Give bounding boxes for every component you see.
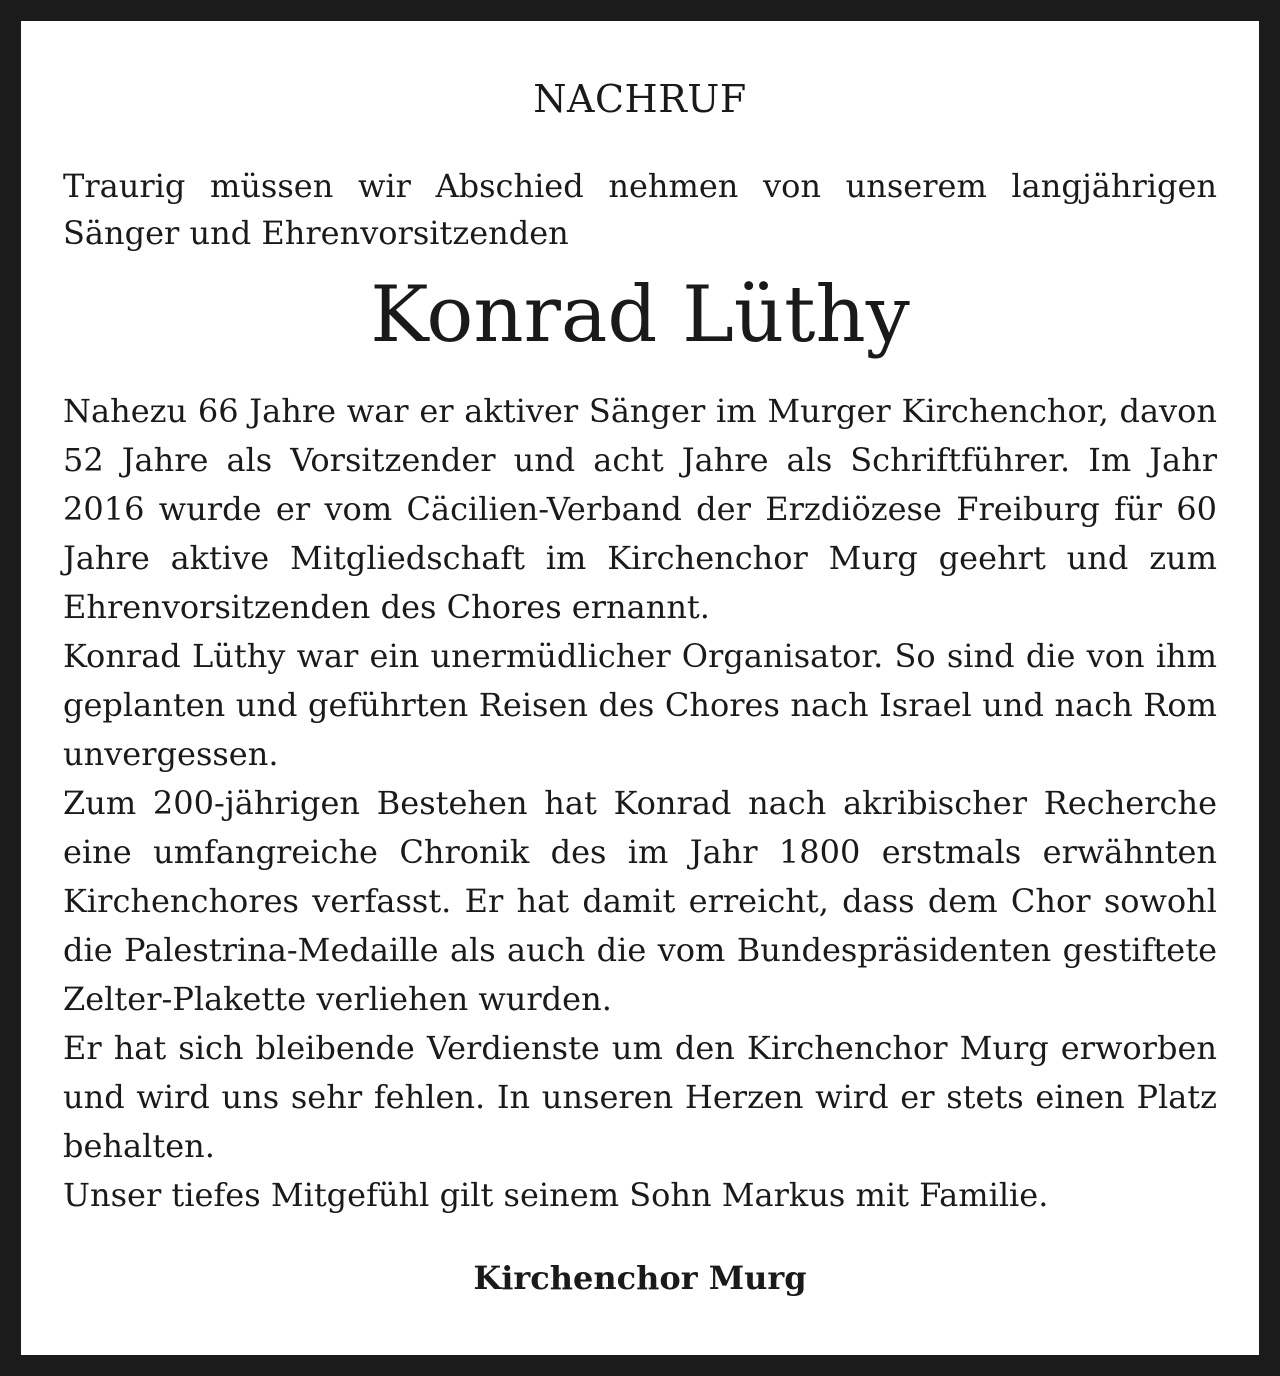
body-paragraph: Zum 200-jährigen Bestehen hat Konrad nach akribischer Recherche eine umfangreiche Chronik des im Jahr 1800 erstmals erwähnten Kirchenchores verfasst. Er hat damit erreicht, dass dem Chor sowohl die Palestrina-Medaille als auch die vom Bundespräsidenten gestiftete Zelter-Plakette verliehen wurden. [63,784,1217,1018]
intro-text: Traurig müssen wir Abschied nehmen von unserem langjährigen Sänger und Ehrenvorsitzenden [63,167,1217,252]
notice-body [63,387,1217,1220]
body-paragraph: Konrad Lüthy war ein unermüdlicher Organisator. So sind die von ihm geplanten und geführten Reisen des Chores nach Israel und nach Rom unvergessen. [63,637,1217,773]
body-paragraph: Er hat sich bleibende Verdienste um den Kirchenchor Murg erworben und wird uns sehr fehlen. In unseren Herzen wird er stets einen Platz behalten. [63,1029,1217,1165]
body-paragraph: Nahezu 66 Jahre war er aktiver Sänger im Murger Kirchenchor, davon 52 Jahre als Vorsitzender und acht Jahre als Schriftführer. Im Jahr 2016 wurde er vom Cäcilien-Verband der Erzdiözese Freiburg für 60 Jahre aktive Mitgliedschaft im Kirchenchor Murg geehrt und zum Ehrenvorsitzenden des Chores ernannt. [63,392,1217,626]
deceased-name: Konrad Lüthy [370,270,910,360]
signature: Kirchenchor Murg [473,1259,807,1297]
body-paragraph: Unser tiefes Mitgefühl gilt seinem Sohn Markus mit Familie. [63,1176,1049,1214]
notice-heading: NACHRUF [533,77,747,121]
